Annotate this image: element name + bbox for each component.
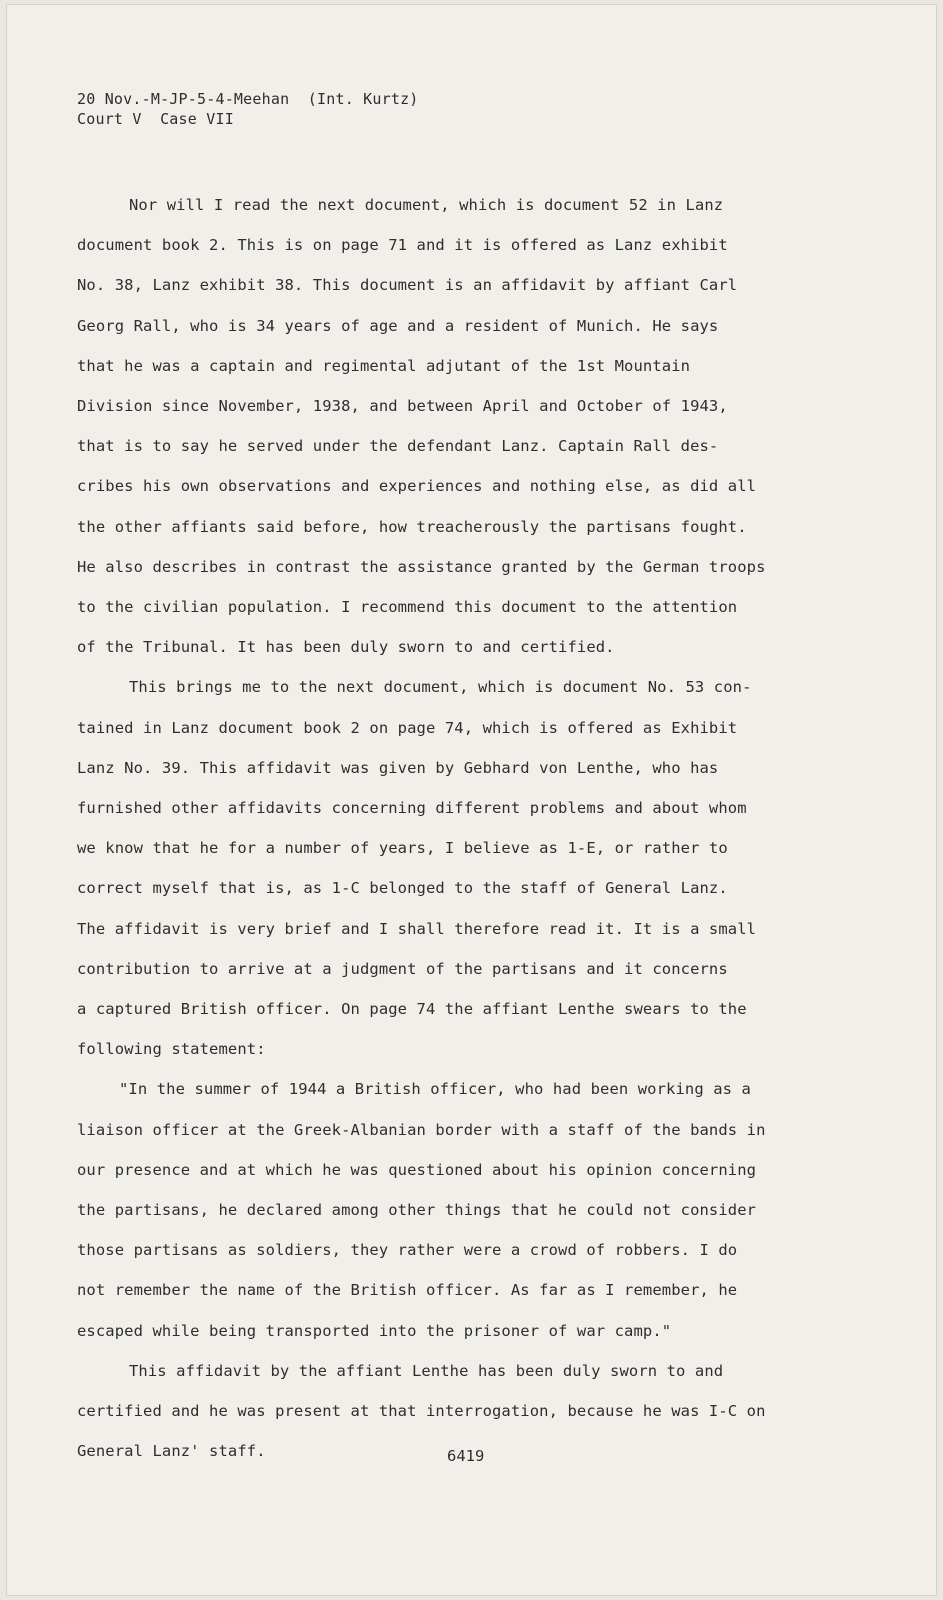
text-line: General Lanz' staff. <box>77 1442 266 1461</box>
text-line: that he was a captain and regimental adjutant of the 1st Mountain <box>77 356 691 375</box>
text-line: following statement: <box>77 1040 266 1059</box>
text-line: we know that he for a number of years, I believe as 1-E, or rather to <box>77 839 728 858</box>
paragraph-1 <box>77 185 837 667</box>
text-line: correct myself that is, as 1-C belonged to the staff of General Lanz. <box>77 879 728 898</box>
text-line: contribution to arrive at a judgment of the partisans and it concerns <box>77 959 728 978</box>
text-line: those partisans as soldiers, they rather were a crowd of robbers. I do <box>77 1241 738 1260</box>
text-line: The affidavit is very brief and I shall therefore read it. It is a small <box>77 919 757 938</box>
text-line: certified and he was present at that interrogation, because he was I-C on <box>77 1402 766 1421</box>
text-line: escaped while being transported into the prisoner of war camp." <box>77 1321 672 1340</box>
paragraph-2 <box>77 667 837 1069</box>
header-line-1: 20 Nov.-M-JP-5-4-Meehan (Int. Kurtz) <box>77 90 419 108</box>
text-line: This brings me to the next document, which is document No. 53 con- <box>129 678 752 697</box>
text-line: not remember the name of the British officer. As far as I remember, he <box>77 1281 738 1300</box>
document-header <box>77 89 419 129</box>
text-line: our presence and at which he was questioned about his opinion concerning <box>77 1160 757 1179</box>
text-line: that is to say he served under the defendant Lanz. Captain Rall des- <box>77 437 719 456</box>
text-line: to the civilian population. I recommend this document to the attention <box>77 598 738 617</box>
text-line: He also describes in contrast the assistance granted by the German troops <box>77 557 766 576</box>
page-number: 6419 <box>447 1447 485 1465</box>
text-line: the partisans, he declared among other things that he could not consider <box>77 1201 757 1220</box>
text-line: No. 38, Lanz exhibit 38. This document is an affidavit by affiant Carl <box>77 276 738 295</box>
text-line: Nor will I read the next document, which is document 52 in Lanz <box>129 196 724 214</box>
text-line: Georg Rall, who is 34 years of age and a resident of Munich. He says <box>77 316 719 335</box>
text-line: document book 2. This is on page 71 and it is offered as Lanz exhibit <box>77 236 728 255</box>
text-line: liaison officer at the Greek-Albanian border with a staff of the bands in <box>77 1120 766 1139</box>
text-line: "In the summer of 1944 a British officer, who had been working as a <box>119 1080 751 1099</box>
transcript-body <box>77 185 837 1472</box>
text-line: the other affiants said before, how treacherously the partisans fought. <box>77 517 747 536</box>
text-line: This affidavit by the affiant Lenthe has been duly sworn to and <box>129 1361 724 1380</box>
text-line: cribes his own observations and experiences and nothing else, as did all <box>77 477 757 496</box>
text-line: of the Tribunal. It has been duly sworn to and certified. <box>77 638 615 657</box>
quoted-statement <box>77 1069 837 1350</box>
text-line: Lanz No. 39. This affidavit was given by Gebhard von Lenthe, who has <box>77 758 719 777</box>
document-page <box>6 4 937 1596</box>
text-line: a captured British officer. On page 74 the affiant Lenthe swears to the <box>77 1000 747 1019</box>
header-line-2: Court V Case VII <box>77 110 234 128</box>
text-line: Division since November, 1938, and between April and October of 1943, <box>77 397 728 416</box>
text-line: furnished other affidavits concerning different problems and about whom <box>77 799 747 818</box>
text-line: tained in Lanz document book 2 on page 74, which is offered as Exhibit <box>77 718 738 737</box>
